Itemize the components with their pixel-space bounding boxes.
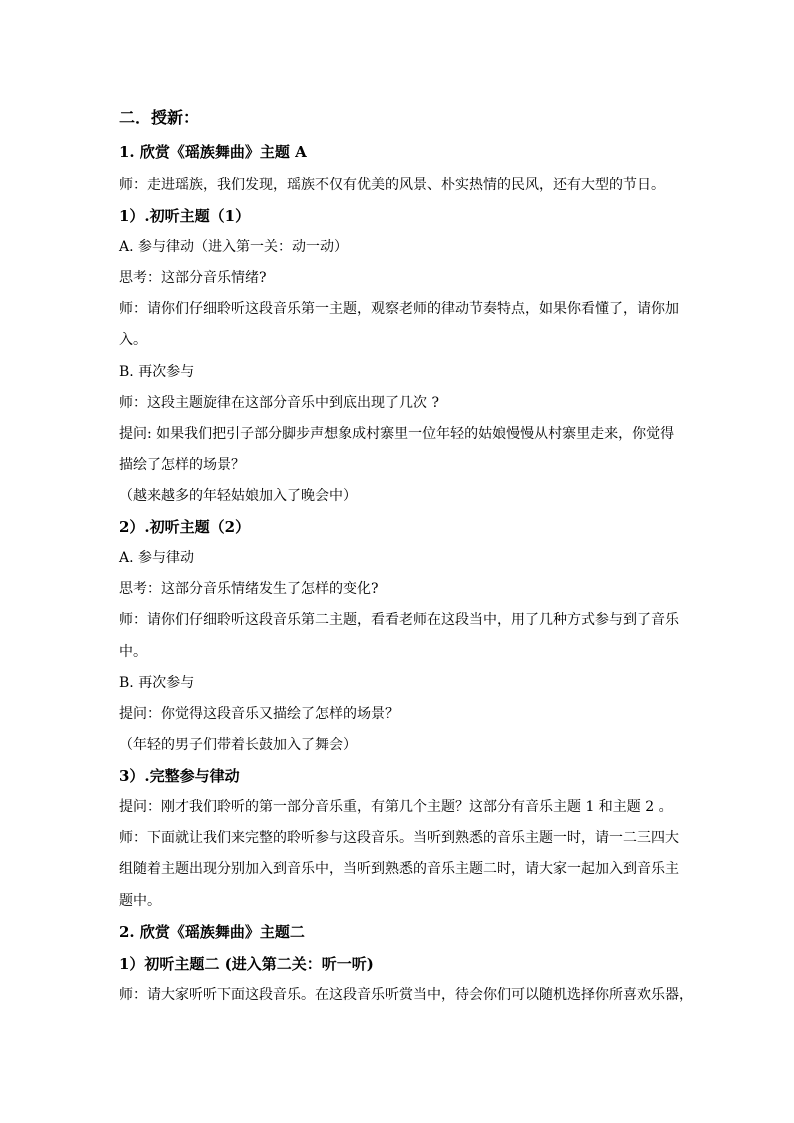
teacher-3-line-1: 师：请你们仔细聆听这段音乐第二主题，看看老师在这段当中，用了几种方式参与到了音乐 [119,612,679,628]
section-title: 二．授新： [119,108,200,127]
note-1: （越来越多的年轻姑娘加入了晚会中） [119,488,357,504]
item-a-1: A. 参与律动（进入第一关：动一动） [119,239,349,255]
heading-2: 2. 欣赏《瑶族舞曲》主题二 [119,923,305,941]
item-a-2: A. 参与律动 [119,550,195,566]
ask-1-line-1: 提问: 如果我们把引子部分脚步声想象成村寨里一位年轻的姑娘慢慢从村寨里走来，你觉得 [119,426,675,442]
think-2: 思考：这部分音乐情绪发生了怎样的变化? [119,581,379,597]
item-b-1: B. 再次参与 [119,364,195,380]
subheading-1: 1）.初听主题（1） [119,207,251,225]
note-2: （年轻的男子们带着长鼓加入了舞会） [119,737,357,753]
heading-1: 1. 欣赏《瑶族舞曲》主题 A [119,143,307,161]
teacher-4-line-1: 师：下面就让我们来完整的聆听参与这段音乐。当听到熟悉的音乐主题一时，请一二三四大 [119,830,679,846]
ask-3: 提问：刚才我们聆听的第一部分音乐重，有第几个主题？这部分有音乐主题 1 和主题 2 。 [119,799,673,815]
teacher-1-line-2: 入。 [119,332,147,348]
teacher-1-line-1: 师：请你们仔细聆听这段音乐第一主题，观察老师的律动节奏特点，如果你看懂了，请你加 [119,301,679,317]
subheading-2: 2）.初听主题（2） [119,518,251,536]
ask-2: 提问：你觉得这段音乐又描绘了怎样的场景？ [119,706,399,722]
teacher-2: 师：这段主题旋律在这部分音乐中到底出现了几次 ? [119,395,439,411]
teacher-3-line-2: 中。 [119,644,147,660]
paragraph: 师：走进瑶族，我们发现，瑶族不仅有优美的风景、朴实热情的民风，还有大型的节日。 [119,177,665,193]
subheading-3: 3）.完整参与律动 [119,767,240,785]
think-1: 思考：这部分音乐情绪? [119,270,267,286]
ask-1-line-2: 描绘了怎样的场景？ [119,457,245,473]
teacher-4-line-2: 组随着主题出现分别加入到音乐中，当听到熟悉的音乐主题二时，请大家一起加入到音乐主 [119,861,679,877]
subheading-2-1: 1）初听主题二 (进入第二关：听一听) [119,955,374,973]
teacher-5: 师：请大家听听下面这段音乐。在这段音乐听赏当中，待会你们可以随机选择你所喜欢乐器， [119,987,693,1003]
teacher-4-line-3: 题中。 [119,893,161,909]
item-b-2: B. 再次参与 [119,675,195,691]
